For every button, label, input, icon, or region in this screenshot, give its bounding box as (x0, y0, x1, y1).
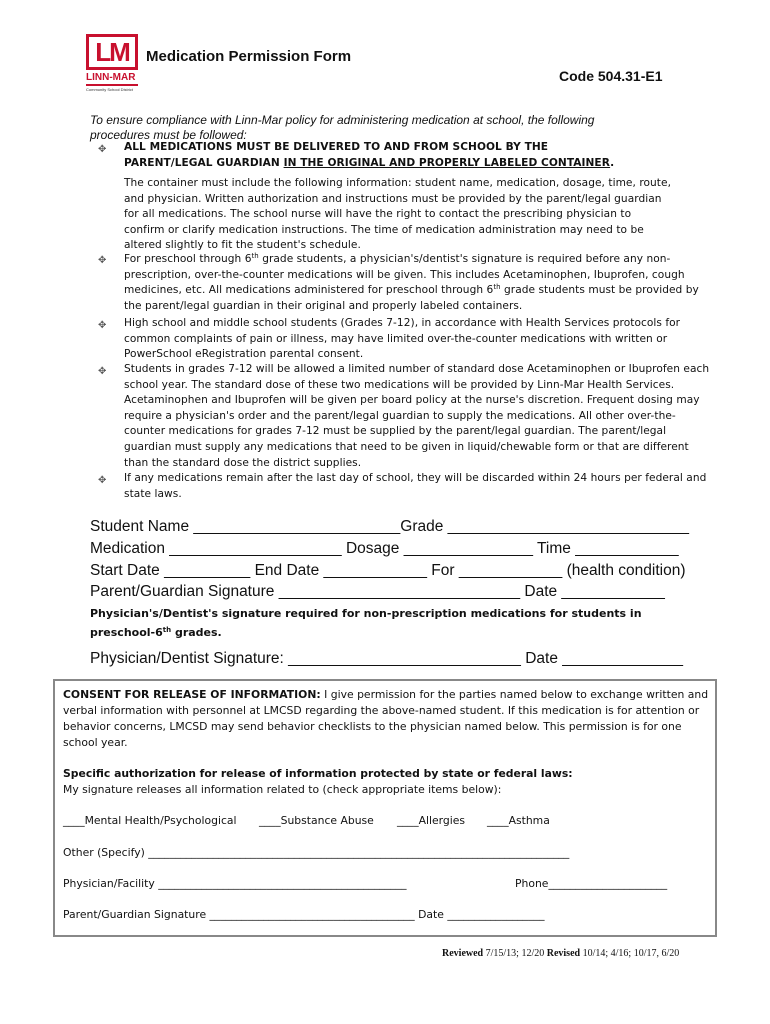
student-grade-line[interactable]: Student Name ________________________Grade ____________________________ (90, 518, 690, 535)
bullet-1-heading-period: . (610, 156, 615, 169)
bullet-1-heading-part-a: PARENT/LEGAL GUARDIAN (124, 156, 284, 169)
review-history (442, 948, 679, 959)
bullet-icon: ✥ (98, 255, 107, 266)
phone-line[interactable]: Phone______________________ (515, 877, 668, 890)
other-specify-line[interactable]: Other (Specify) ______________________________________________________________________________ (63, 846, 570, 859)
parent-signature-line[interactable]: Parent/Guardian Signature ____________________________ Date ____________ (90, 583, 665, 600)
bullet-3-text: High school and middle school students (Grades 7-12), in accordance with Health Services protocols for common complaints of pain or illness, may have limited over-the-counter medications with written or PowerSchool eRegistration parental consent. (124, 317, 681, 361)
physician-signature-line[interactable]: Physician/Dentist Signature: ___________________________ Date ______________ (90, 650, 683, 667)
consent-body: I give permission for the parties named below to exchange written and verbal information with personnel at LMCSD regarding the above-named student. If this medication is for attention or behavior concerns, LMCSD may send behavior checklists to the physician named below. This permission is for one school year. (63, 688, 709, 749)
bullet-icon: ✥ (98, 475, 107, 486)
bullet-1-heading-underlined: IN THE ORIGINAL AND PROPERLY LABELED CONTAINER (283, 156, 611, 169)
consent-heading: CONSENT FOR RELEASE OF INFORMATION: (63, 688, 321, 701)
physician-note-part-b: grades. (171, 626, 222, 639)
logo-mark: LM (86, 34, 138, 70)
bullet-2-text (124, 252, 699, 314)
dates-condition-line[interactable]: Start Date __________ End Date ____________ For ____________ (health condition) (90, 562, 686, 579)
bullet-1-body: The container must include the following information: student name, medication, dosage, time, route, and physician. Written authorization and instructions must be provided by the parent/legal guardian for all medications. The school nurse will have the right to contact the prescribing physician to confirm or clarify medication instructions. The time of medication administration may need to be altered slightly to fit the student's schedule. (124, 177, 671, 252)
specific-authorization-body: My signature releases all information related to (check appropriate items below): (63, 783, 502, 796)
physician-signature-note (90, 604, 680, 642)
linn-mar-logo (86, 34, 138, 102)
bullet-1-heading-line-1: ALL MEDICATIONS MUST BE DELIVERED TO AND FROM SCHOOL BY THE (124, 141, 549, 153)
bullet-2-sup-2: th (493, 283, 501, 292)
form-code: Code 504.31-E1 (559, 68, 663, 84)
bullet-4-text: Students in grades 7-12 will be allowed a limited number of standard dose Acetaminophen or Ibuprofen each school year. The standard dose of these two medications will be provided by Linn-Mar Health Services. Acetaminophen and Ibuprofen will be given per board policy at the nurse's discretion. Frequent dosing may require a physician's order and the parent/legal guardian to supply the medications. All other over-the-counter medications for grades 7-12 must be supplied by the parent/legal guardian. The parent/legal guardian must supply any medications that need to be given in liquid/chewable form or that are different than the standard dose the district supplies. (124, 363, 710, 469)
physician-facility-line[interactable]: Physician/Facility ______________________________________________ (63, 877, 407, 890)
checkbox-asthma[interactable]: ____Asthma (487, 814, 550, 827)
bullet-2-part-a: For preschool through 6 (124, 253, 252, 265)
consent-parent-signature-line[interactable]: Parent/Guardian Signature ______________________________________ Date __________________ (63, 908, 545, 921)
physician-note-part-a: Physician's/Dentist's signature required for non-prescription medications for students in preschool-6 (90, 607, 642, 639)
bullet-5-text: If any medications remain after the last day of school, they will be discarded within 24 hours per federal and state laws. (124, 472, 707, 500)
physician-note-sup: th (162, 626, 172, 634)
medication-dosage-time-line[interactable]: Medication ____________________ Dosage _______________ Time ____________ (90, 540, 679, 557)
reviewed-label: Reviewed (442, 948, 484, 959)
bullet-icon: ✥ (98, 144, 107, 155)
bullet-2-part-b: grade students, a physician's/dentist's signature is required before any non-prescription, over-the-counter medications will be given. This includes Acetaminophen, Ibuprofen, cough medicines, etc. All medications administered for preschool through 6 (124, 253, 685, 297)
form-title: Medication Permission Form (146, 48, 352, 65)
reviewed-dates: 7/15/13; 12/20 (483, 948, 547, 959)
checkbox-substance-abuse[interactable]: ____Substance Abuse (259, 814, 374, 827)
revised-dates: 10/14; 4/16; 10/17, 6/20 (580, 948, 680, 959)
checkbox-allergies[interactable]: ____Allergies (397, 814, 465, 827)
logo-name: LINN-MAR (86, 72, 138, 86)
consent-text (63, 687, 713, 751)
logo-subtitle: Community School District (86, 87, 133, 92)
bullet-icon: ✥ (98, 320, 107, 331)
bullet-2-sup-1: th (251, 252, 259, 260)
intro-text: To ensure compliance with Linn-Mar policy for administering medication at school, the following procedures must be followed: (90, 113, 595, 142)
revised-label: Revised (546, 948, 581, 959)
checkbox-mental-health[interactable]: ____Mental Health/Psychological (63, 814, 237, 827)
bullet-2-part-c: grade students must be provided by the parent/legal guardian in their original and properly labeled containers. (124, 284, 699, 312)
bullet-1-heading-line-2 (124, 156, 714, 172)
bullet-icon: ✥ (98, 366, 107, 377)
specific-authorization-heading: Specific authorization for release of information protected by state or federal laws: (63, 767, 573, 780)
bullet-1-heading (124, 140, 714, 171)
